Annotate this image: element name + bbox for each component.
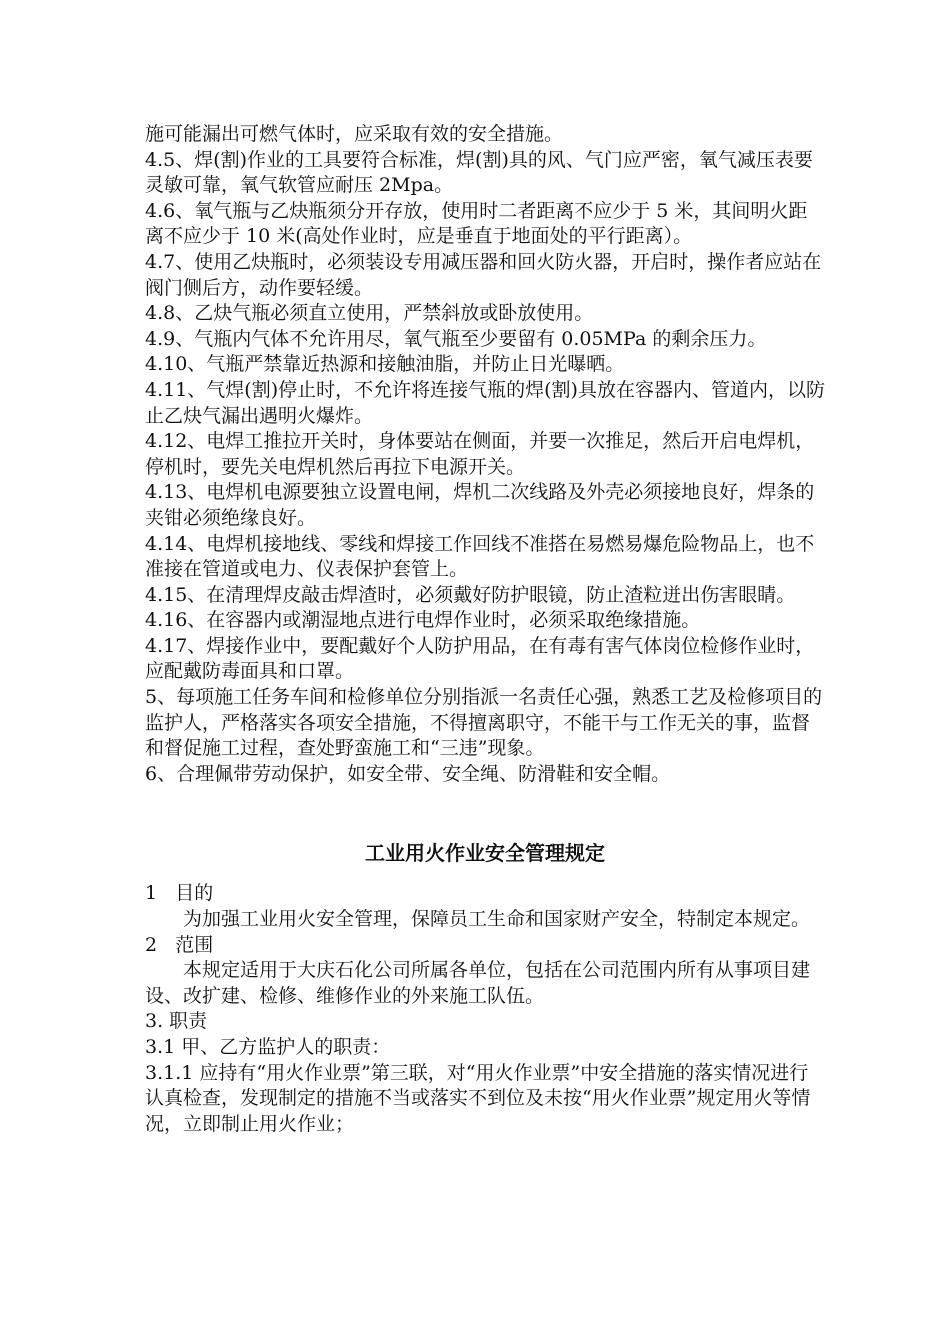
paragraph-purpose: 为加强工业用火安全管理，保障员工生命和国家财产安全，特制定本规定。 — [183, 908, 811, 931]
paragraph-4-11: 4.11、气焊(割)停止时，不允许将连接气瓶的焊(割)具放在容器内、管道内，以防止乙炔气漏出遇明火爆炸。 — [145, 378, 825, 427]
document-title: 工业用火作业安全管理规定 — [365, 841, 605, 866]
paragraph-4-16: 4.16、在容器内或潮湿地点进行电焊作业时，必须采取绝缘措施。 — [145, 609, 701, 632]
paragraph-1: 施可能漏出可燃气体时，应采取有效的安全措施。 — [145, 123, 564, 145]
paragraph-4-13: 4.13、电焊机电源要独立设置电闸，焊机二次线路及外壳必须接地良好，焊条的夹钳必须绝缘良好。 — [145, 481, 815, 529]
paragraph-4-5: 4.5、焊(割)作业的工具要符合标准，焊(割)具的风、气门应严密，氧气减压表要灵敏可靠，氧气软管应耐压 2Mpa。 — [145, 148, 813, 197]
paragraph-4-17: 4.17、焊接作业中，要配戴好个人防护用品，在有毒有害气体岗位检修作业时，应配戴防毒面具和口罩。 — [145, 634, 815, 683]
heading-purpose: 1 目的 — [145, 882, 214, 905]
paragraph-5: 5、每项施工任务车间和检修单位分别指派一名责任心强，熟悉工艺及检修项目的监护人，严格落实各项安全措施，不得擅离职守，不能干与工作无关的事，监督和督促施工过程，查处野蛮施工和“三违”现象。 — [145, 686, 823, 760]
document-body — [145, 122, 825, 1137]
paragraph-4-14: 4.14、电焊机接地线、零线和焊接工作回线不准搭在易燃易爆危险物品上，也不准接在管道或电力、仪表保护套管上。 — [145, 532, 815, 581]
heading-scope: 2 范围 — [145, 933, 214, 956]
paragraph-4-8: 4.8、乙炔气瓶必须直立使用，严禁斜放或卧放使用。 — [145, 302, 594, 325]
paragraph-4-7: 4.7、使用乙炔瓶时，必须装设专用减压器和回火防火器，开启时，操作者应站在阀门侧后方，动作要轻缓。 — [145, 250, 822, 299]
paragraph-4-12: 4.12、电焊工推拉开关时，身体要站在侧面，并要一次推足，然后开启电焊机，停机时，要先关电焊机然后再拉下电源开关。 — [145, 430, 815, 478]
heading-duties: 3. 职责 — [145, 1010, 208, 1033]
paragraph-duties-3-1: 3.1 甲、乙方监护人的职责： — [145, 1036, 391, 1058]
paragraph-scope: 本规定适用于大庆石化公司所属各单位，包括在公司范围内所有从事项目建设、改扩建、检修、维修作业的外来施工队伍。 — [145, 959, 811, 1007]
paragraph-4-9: 4.9、气瓶内气体不允许用尽，氧气瓶至少要留有 0.05MPa 的剩余压力。 — [145, 327, 767, 350]
paragraph-duties-3-1-1: 3.1.1 应持有“用火作业票”第三联，对“用火作业票”中安全措施的落实情况进行认真检查，发现制定的措施不当或落实不到位及未按“用火作业票”规定用火等情况，立即制止用火作业； — [145, 1061, 811, 1135]
paragraph-4-15: 4.15、在清理焊皮敲击焊渣时，必须戴好防护眼镜，防止渣粒迸出伤害眼睛。 — [145, 583, 796, 606]
paragraph-4-6: 4.6、氧气瓶与乙炔瓶须分开存放，使用时二者距离不应少于 5 米，其间明火距离不应少于 10 米(高处作业时，应是垂直于地面处的平行距离）。 — [145, 199, 808, 248]
paragraph-6: 6、合理佩带劳动保护，如安全带、安全绳、防滑鞋和安全帽。 — [145, 762, 671, 785]
paragraph-4-10: 4.10、气瓶严禁靠近热源和接触油脂，并防止日光曝晒。 — [145, 353, 625, 376]
